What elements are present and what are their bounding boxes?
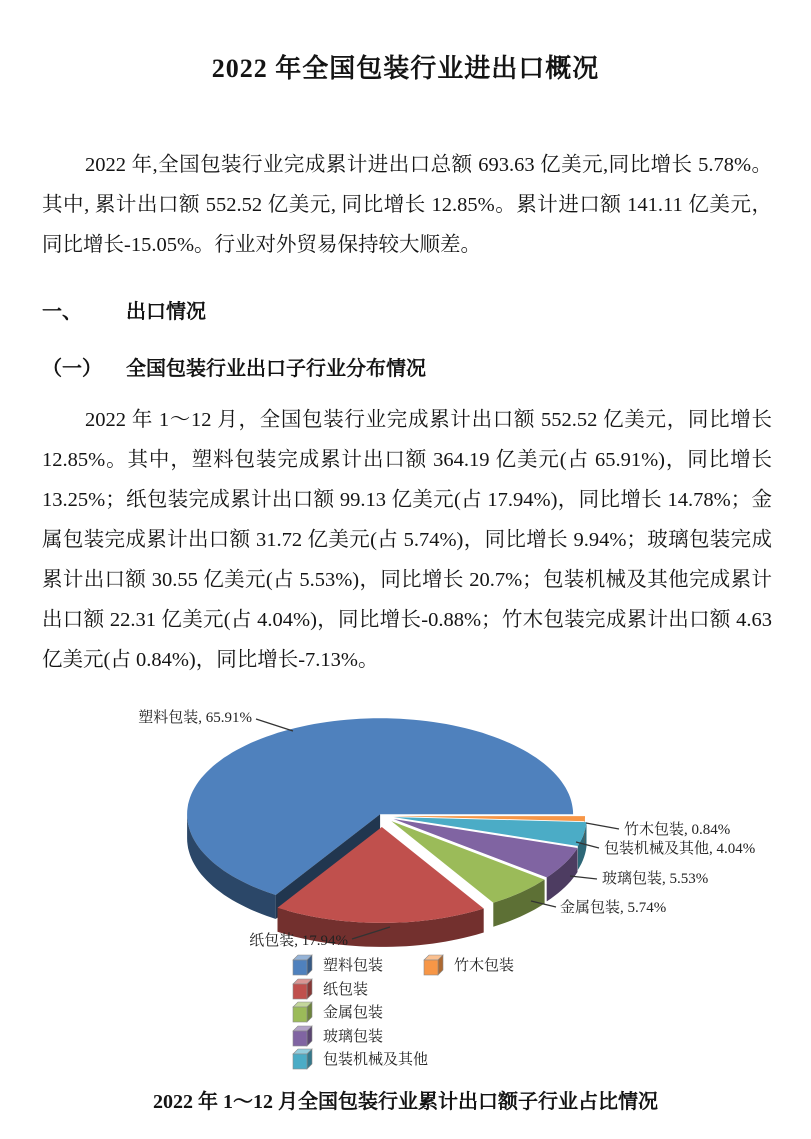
legend-cube-icon [292, 1024, 313, 1047]
subsection-title: 全国包装行业出口子行业分布情况 [126, 358, 426, 380]
section-title: 出口情况 [126, 301, 206, 323]
legend-item [292, 1000, 428, 1024]
section-heading [42, 295, 206, 324]
pie-slice-label: 包装机械及其他, 4.04% [604, 841, 756, 857]
legend-item-label: 金属包装 [323, 1005, 384, 1022]
legend-cube-icon [423, 953, 444, 976]
legend-item-label: 竹木包装 [454, 958, 515, 975]
subsection-number: （一） [42, 358, 102, 380]
pie-slice-label: 塑料包装, 65.91% [138, 710, 252, 726]
subsection-heading [42, 352, 426, 381]
legend-cube-icon [292, 953, 313, 976]
legend-item-label: 玻璃包装 [323, 1028, 384, 1045]
pie-slice-label: 金属包装, 5.74% [560, 900, 667, 916]
legend-item-label: 塑料包装 [323, 958, 384, 975]
chart-legend-column-2 [423, 953, 514, 977]
legend-cube-icon [292, 1047, 313, 1070]
legend-item [423, 953, 514, 977]
pie-slice-label: 纸包装, 17.94% [249, 933, 348, 949]
chart-legend-column-1 [292, 953, 428, 1071]
legend-item [292, 953, 428, 977]
intro-paragraph: 2022 年,全国包装行业完成累计进出口总额 693.63 亿美元,同比增长 5.78%。其中, 累计出口额 552.52 亿美元, 同比增长 12.85%。累计进口额 141.11 亿美元，同比增长-15.05%。行业对外贸易保持较大顺差。 [42, 154, 772, 256]
section-number: 一、 [42, 301, 82, 323]
label-leader-line [586, 823, 619, 829]
pie-chart [0, 690, 811, 990]
legend-item [292, 1047, 428, 1071]
pie-slice-label: 玻璃包装, 5.53% [602, 871, 709, 887]
legend-item-label: 包装机械及其他 [323, 1052, 429, 1069]
label-leader-line [256, 719, 293, 731]
document-title: 2022 年全国包装行业进出口概况 [211, 54, 600, 83]
pie-chart-canvas [0, 690, 811, 990]
legend-item-label: 纸包装 [323, 981, 369, 998]
pie-slice-label: 竹木包装, 0.84% [624, 822, 731, 838]
legend-cube-icon [292, 1000, 313, 1023]
legend-item [292, 1024, 428, 1048]
legend-cube-icon [292, 977, 313, 1000]
label-leader-line [570, 876, 597, 879]
legend-item [292, 977, 428, 1001]
chart-caption: 2022 年 1～12 月全国包装行业累计出口额子行业占比情况 [153, 1091, 658, 1113]
detail-paragraph: 2022 年 1～12 月，全国包装行业完成累计出口额 552.52 亿美元，同比增长 12.85%。其中，塑料包装完成累计出口额 364.19 亿美元(占 65.91%)，同比增长 13.25%；纸包装完成累计出口额 99.13 亿美元(占 17.94%)，同比增长 14.78%；金属包装完成累计出口额 31.72 亿美元(占 5.74%)，同比增长 9.94%；玻璃包装完成累计出口额 30.55 亿美元(占 5.53%)，同比增长 20.7%；包装机械及其他完成累计出口额 22.31 亿美元(占 4.04%)，同比增长-0.88%；竹木包装完成累计出口额 4.63 亿美元(占 0.84%)，同比增长-7.13%。 [42, 409, 772, 671]
